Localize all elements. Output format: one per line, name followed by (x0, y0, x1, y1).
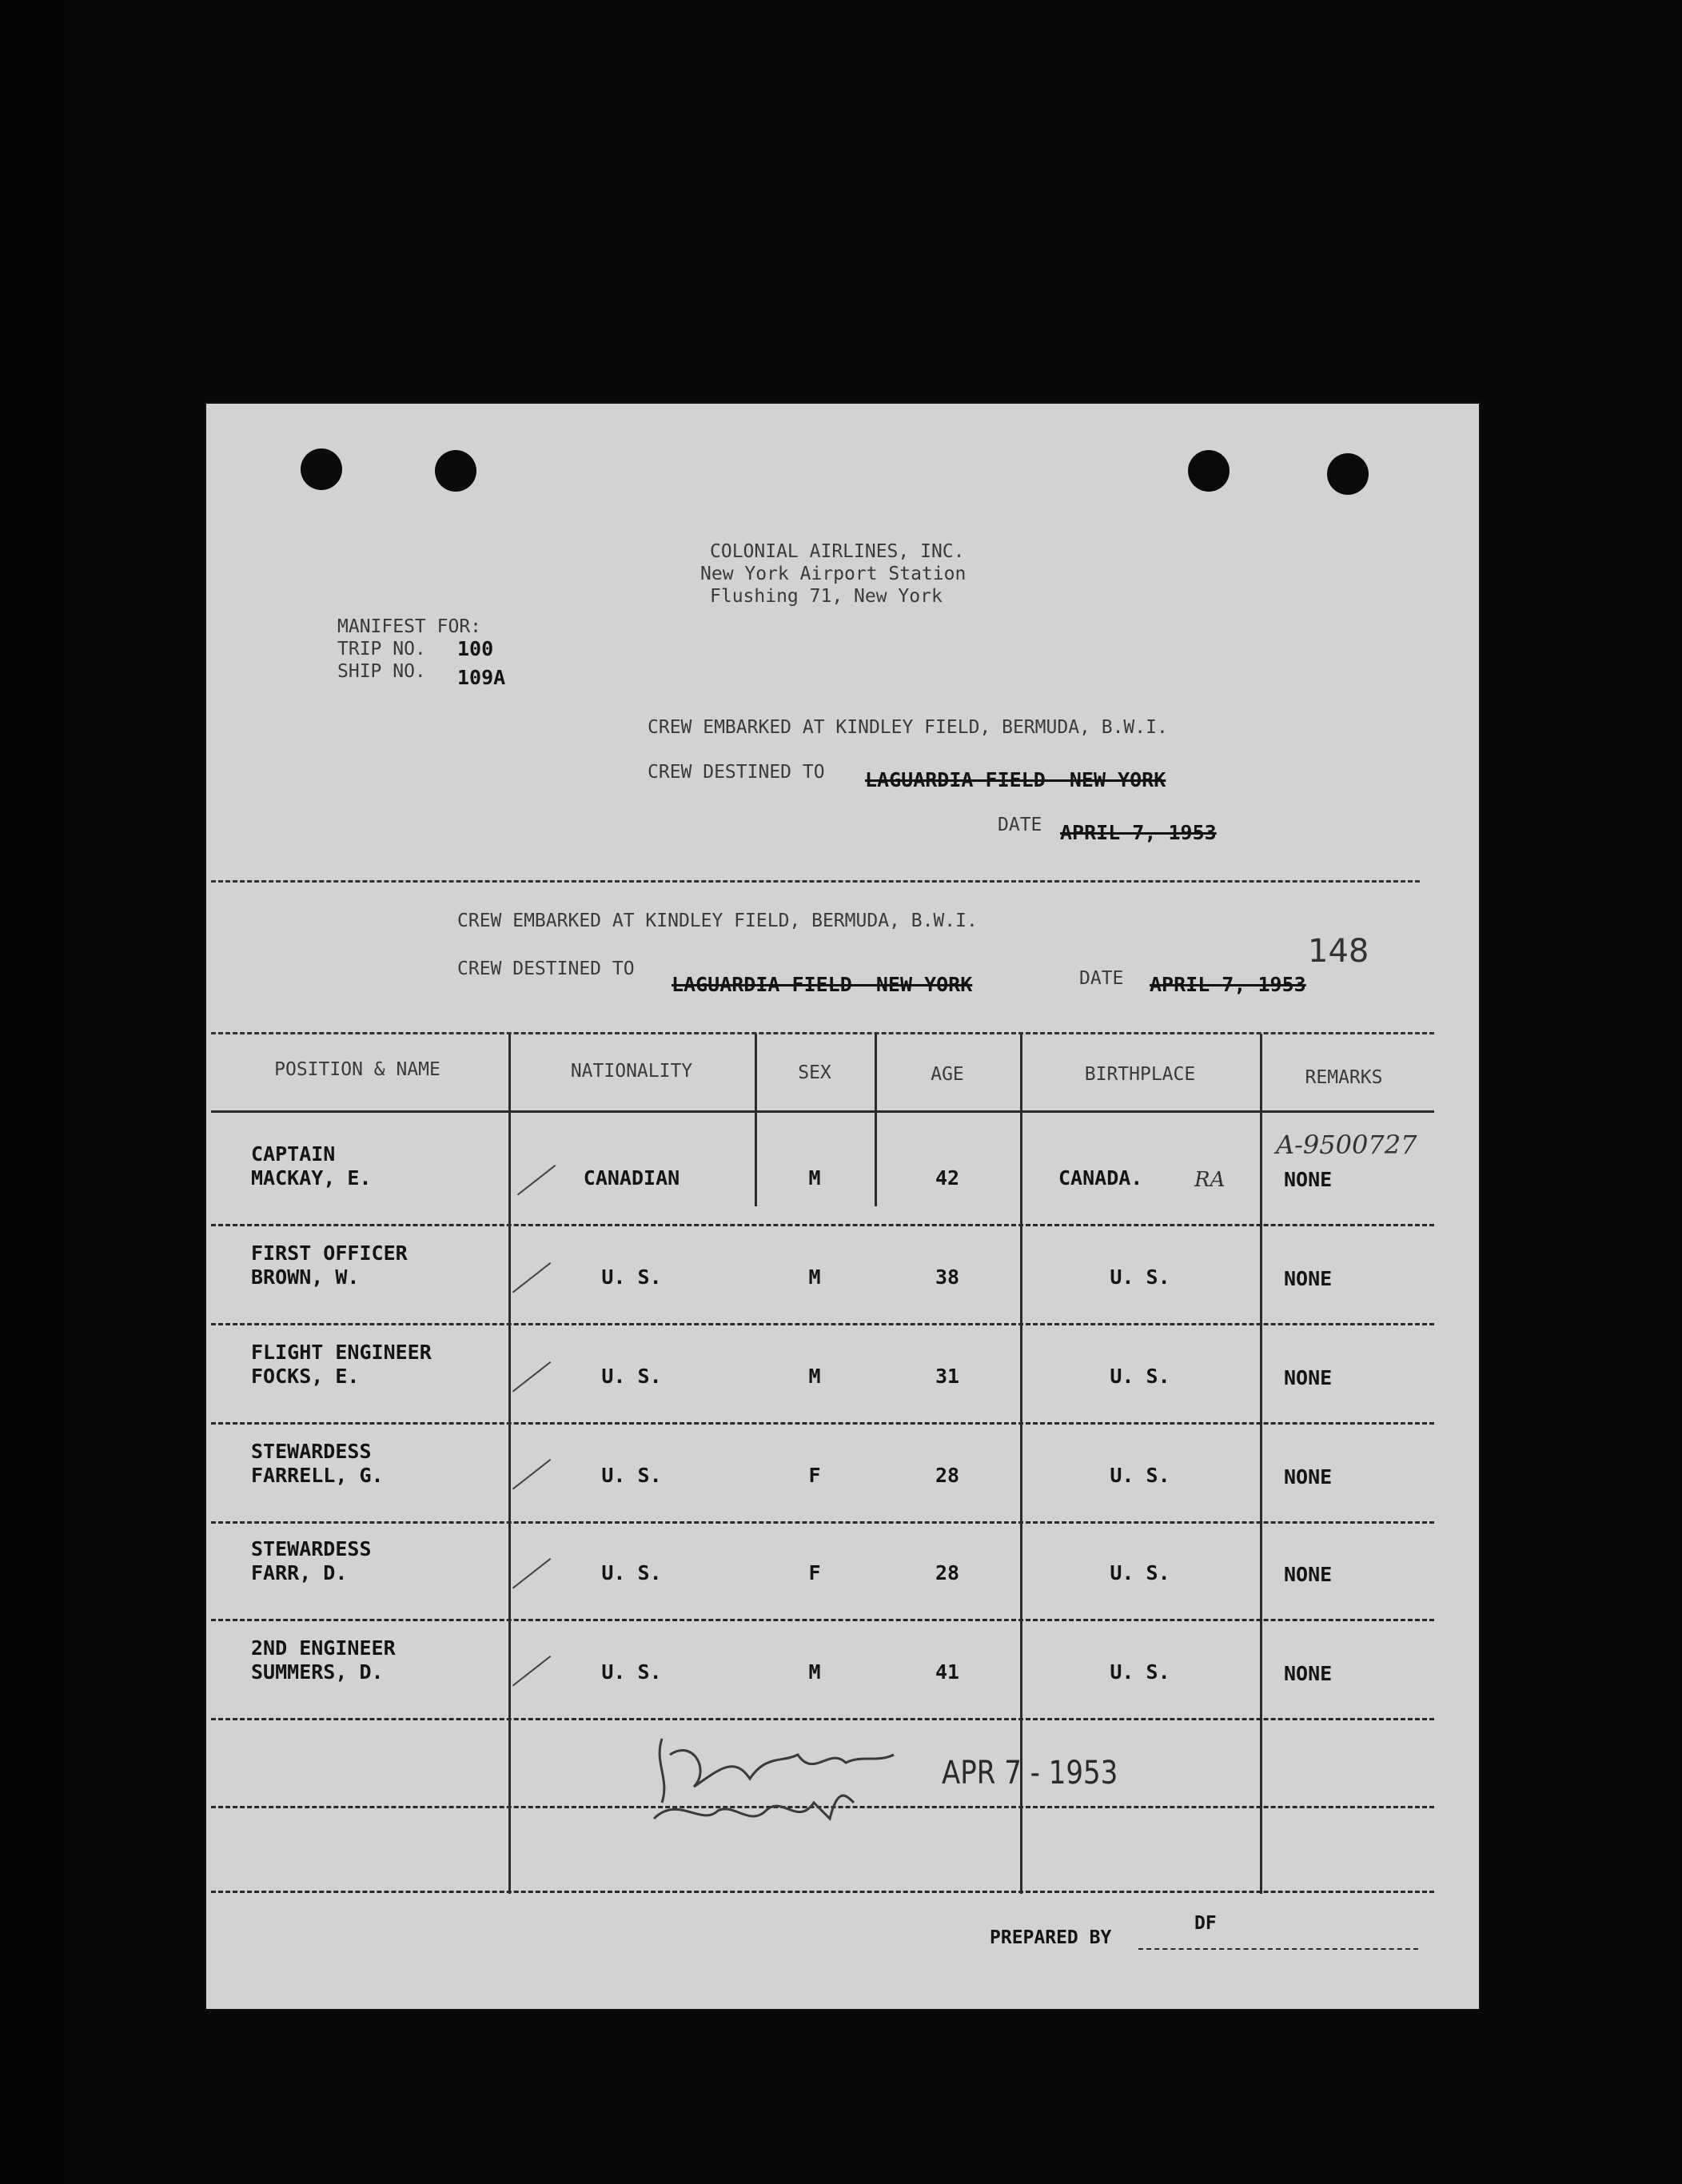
row-birthplace: U. S. (1110, 1464, 1170, 1487)
prepared-by-label: PREPARED BY (990, 1927, 1112, 1948)
row-name: FARR, D. (251, 1561, 348, 1584)
row-position: STEWARDESS (251, 1537, 372, 1560)
crew-embarked-second: CREW EMBARKED AT KINDLEY FIELD, BERMUDA, B.W.I. (457, 911, 978, 931)
punch-hole (301, 448, 342, 490)
row-remarks: NONE (1284, 1267, 1333, 1290)
trip-value: 100 (457, 637, 494, 660)
crew-destined-label-top: CREW DESTINED TO (648, 762, 825, 783)
row-remarks: NONE (1284, 1366, 1333, 1389)
row-sex: M (808, 1660, 821, 1684)
row-nationality: U. S. (601, 1561, 662, 1584)
handwritten-remark: A-9500727 (1276, 1130, 1417, 1160)
table-row-divider (211, 1422, 1434, 1425)
row-position: FIRST OFFICER (251, 1241, 408, 1265)
row-position: FLIGHT ENGINEER (251, 1341, 432, 1364)
punch-hole (1327, 453, 1369, 495)
row-age: 28 (935, 1464, 960, 1487)
company-address: Flushing 71, New York (710, 586, 943, 607)
row-position: CAPTAIN (251, 1142, 336, 1166)
separator-line (211, 880, 1420, 883)
col-header-age: AGE (931, 1064, 964, 1085)
table-top-border (211, 1032, 1434, 1034)
table-row-divider (211, 1718, 1434, 1720)
date-stamp: APR 7 - 1953 (942, 1755, 1118, 1791)
row-nationality: U. S. (601, 1265, 662, 1289)
date-label-top: DATE (998, 815, 1042, 835)
handwritten-note: RA (1194, 1168, 1226, 1192)
manifest-label: MANIFEST FOR: (337, 616, 482, 637)
col-header-sex: SEX (798, 1062, 831, 1083)
row-birthplace: U. S. (1110, 1660, 1170, 1684)
company-name: COLONIAL AIRLINES, INC. (710, 541, 965, 562)
company-station: New York Airport Station (700, 564, 967, 584)
row-age: 42 (935, 1166, 960, 1190)
row-remarks: NONE (1284, 1465, 1333, 1489)
row-remarks: NONE (1284, 1168, 1333, 1191)
row-sex: M (808, 1265, 821, 1289)
crew-destined-value-second: LAGUARDIA FIELD NEW YORK (672, 973, 973, 996)
row-birthplace: CANADA. (1058, 1166, 1143, 1190)
trip-label: TRIP NO. (337, 639, 426, 660)
col-header-position: POSITION & NAME (274, 1059, 440, 1080)
crew-destined-label-second: CREW DESTINED TO (457, 958, 635, 979)
col-header-nationality: NATIONALITY (570, 1061, 693, 1082)
crew-destined-value-top: LAGUARDIA FIELD NEW YORK (865, 768, 1166, 791)
row-sex: F (808, 1464, 821, 1487)
date-value-top: APRIL 7, 1953 (1060, 821, 1217, 844)
prepared-by-value: DF (1194, 1913, 1217, 1934)
row-name: MACKAY, E. (251, 1166, 372, 1190)
table-row-divider (211, 1619, 1434, 1621)
punch-hole (435, 450, 476, 492)
row-sex: M (808, 1365, 821, 1388)
row-name: FARRELL, G. (251, 1464, 384, 1487)
page-number: 148 (1308, 933, 1369, 970)
row-name: BROWN, W. (251, 1265, 360, 1289)
prepared-by-underline (1138, 1948, 1418, 1950)
row-position: 2ND ENGINEER (251, 1636, 396, 1660)
table-column-divider (1260, 1034, 1262, 1894)
ship-label: SHIP NO. (337, 661, 426, 682)
row-age: 41 (935, 1660, 960, 1684)
table-row-divider (211, 1323, 1434, 1325)
row-position: STEWARDESS (251, 1440, 372, 1463)
table-row-divider (211, 1110, 1434, 1113)
row-birthplace: U. S. (1110, 1365, 1170, 1388)
row-remarks: NONE (1284, 1563, 1333, 1586)
punch-hole (1188, 450, 1230, 492)
table-bottom-border (211, 1891, 1434, 1893)
row-nationality: U. S. (601, 1660, 662, 1684)
row-nationality: U. S. (601, 1365, 662, 1388)
col-header-remarks: REMARKS (1305, 1067, 1383, 1088)
row-remarks: NONE (1284, 1662, 1333, 1685)
ship-value: 109A (457, 666, 506, 689)
date-label-second: DATE (1079, 968, 1124, 989)
table-row-divider (211, 1521, 1434, 1524)
row-birthplace: U. S. (1110, 1561, 1170, 1584)
row-birthplace: U. S. (1110, 1265, 1170, 1289)
date-value-second: APRIL 7, 1953 (1150, 973, 1306, 996)
row-name: FOCKS, E. (251, 1365, 360, 1388)
row-age: 31 (935, 1365, 960, 1388)
row-nationality: CANADIAN (583, 1166, 680, 1190)
row-sex: F (808, 1561, 821, 1584)
row-sex: M (808, 1166, 821, 1190)
table-row-divider (211, 1224, 1434, 1226)
row-age: 28 (935, 1561, 960, 1584)
manifest-page (206, 404, 1479, 2009)
col-header-birthplace: BIRTHPLACE (1084, 1064, 1196, 1085)
crew-embarked-top: CREW EMBARKED AT KINDLEY FIELD, BERMUDA, B.W.I. (648, 717, 1168, 738)
row-age: 38 (935, 1265, 960, 1289)
inspector-signature (638, 1723, 942, 1843)
row-nationality: U. S. (601, 1464, 662, 1487)
row-name: SUMMERS, D. (251, 1660, 384, 1684)
